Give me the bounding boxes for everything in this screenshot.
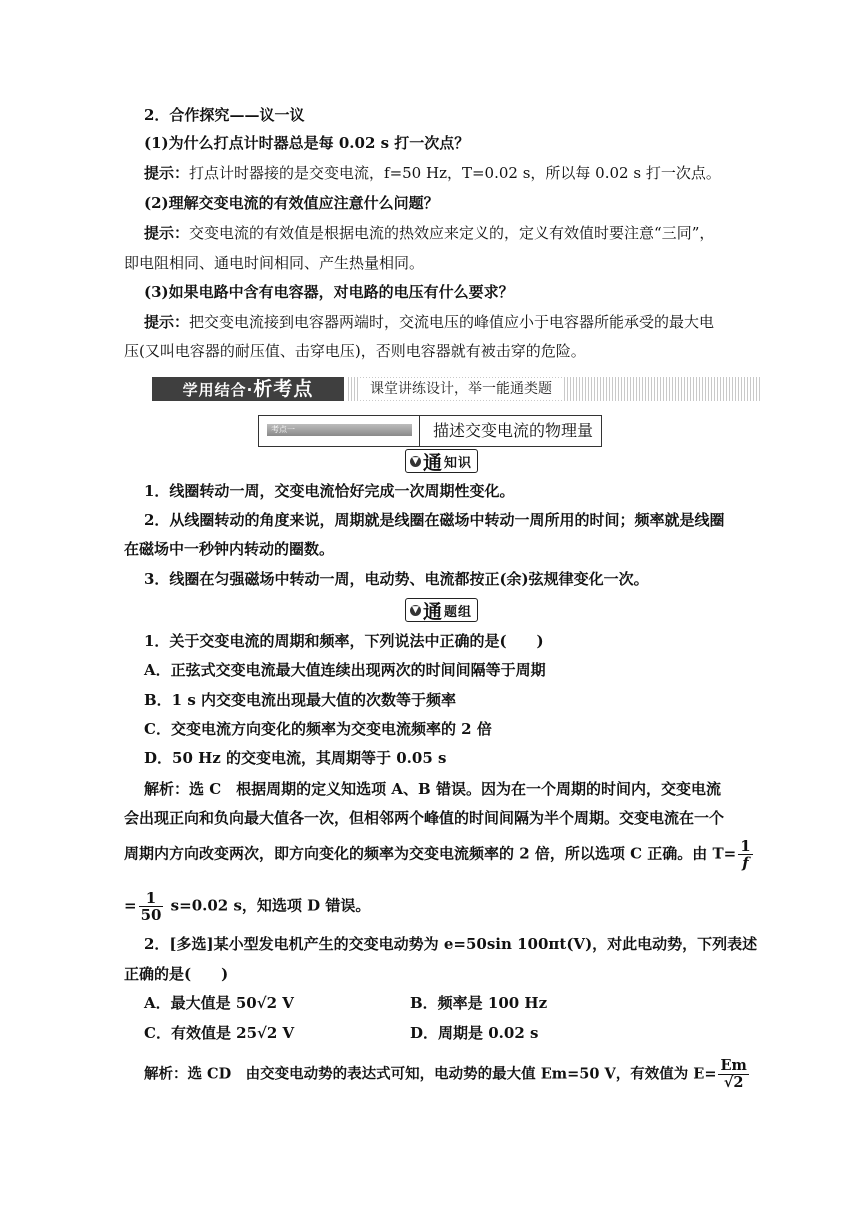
hint-3-cont: 压(又叫电容器的耐压值、击穿电压)，否则电容器就有被击穿的危险。	[124, 342, 586, 360]
section-bar-subtitle: 课堂讲练设计，举一能通类题	[360, 378, 562, 400]
question-3: (3)如果电路中含有电容器，对电路的电压有什么要求？	[144, 283, 514, 301]
problem-1-option-c: C．交变电流方向变化的频率为交变电流频率的 2 倍	[144, 720, 492, 738]
problem-2-stem-cont: 正确的是( )	[124, 965, 229, 983]
fraction: $\frac{1}{f}$	[740, 837, 751, 872]
problem-2-option-c: C．有效值是 25√2 V	[144, 1024, 295, 1042]
solution-text: 选 CD 由交变电动势的表达式可知，电动势的最大值 Em=50 V，有效值为 E=	[187, 1065, 717, 1083]
problem-1-solution	[144, 778, 760, 800]
hint-3	[144, 311, 760, 333]
problem-2-option-d: D．周期是 0.02 s	[410, 1024, 539, 1042]
hint-text: 交变电流的有效值是根据电流的热效应来定义的，定义有效值时要注意“三同”，	[189, 224, 715, 242]
solution-label: 解析：	[144, 1065, 188, 1083]
problem-1-stem: 1．关于交变电流的周期和频率，下列说法中正确的是( )	[144, 632, 544, 650]
knowledge-item: 3．线圈在匀强磁场中转动一周，电动势、电流都按正(余)弦规律变化一次。	[144, 570, 649, 588]
solution-text: 选 C 根据周期的定义知选项 A、B 错误。因为在一个周期的时间内，交变电流	[189, 780, 721, 798]
arrow-icon: ▼	[410, 605, 421, 616]
arrow-icon: ▼	[410, 456, 421, 467]
problem-1-solution-cont: 会出现正向和负向最大值各一次，但相邻两个峰值的时间间隔为半个周期。交变电流在一个	[124, 809, 725, 827]
problem-1-solution-cont: = $\frac{1}{50}$ s=0.02 s，知选项 D 错误。	[124, 889, 371, 924]
knowledge-item: 1．线圈转动一周，交变电流恰好完成一次周期性变化。	[144, 482, 515, 500]
badge-knowledge: ▼ 通 知识	[405, 449, 478, 473]
problem-2-option-b: B．频率是 100 Hz	[410, 994, 548, 1012]
knowledge-item: 2．从线圈转动的角度来说，周期就是线圈在磁场中转动一周所用的时间；频率就是线圈	[144, 511, 725, 529]
kaodian-box	[258, 415, 602, 447]
hint-label: 提示：	[144, 313, 190, 331]
hint-label: 提示：	[144, 164, 190, 182]
fraction: $\frac{1}{50}$	[140, 889, 162, 924]
hint-text: 打点计时器接的是交变电流，f=50 Hz，T=0.02 s，所以每 0.02 s 打一次点。	[189, 164, 721, 182]
problem-1-option-d: D．50 Hz 的交变电流，其周期等于 0.05 s	[144, 749, 447, 767]
hint-2-cont: 即电阻相同、通电时间相同、产生热量相同。	[124, 254, 425, 272]
question-2: (2)理解交变电流的有效值应注意什么问题？	[144, 194, 439, 212]
fraction: $\frac{Em}{√2}$	[720, 1057, 747, 1091]
section-heading: 2．合作探究——议一议	[144, 106, 305, 124]
hint-text: 把交变电流接到电容器两端时，交流电压的峰值应小于电容器所能承受的最大电	[189, 313, 715, 331]
hint-2	[144, 222, 760, 244]
kaodian-divider	[419, 416, 420, 446]
hint-1	[144, 162, 760, 184]
problem-2-stem: 2．[多选]某小型发电机产生的交变电动势为 e=50sin 100πt(V)，对此电动势，下列表述	[144, 935, 758, 953]
kaodian-tag: 考点一	[267, 424, 412, 436]
question-1: (1)为什么打点计时器总是每 0.02 s 打一次点？	[144, 134, 470, 152]
problem-2-option-a: A．最大值是 50√2 V	[144, 994, 294, 1012]
section-bar	[152, 377, 760, 401]
problem-2-solution	[144, 1058, 760, 1091]
solution-label: 解析：	[144, 780, 190, 798]
knowledge-item: 在磁场中一秒钟内转动的圈数。	[124, 540, 335, 558]
problem-1-option-a: A．正弦式交变电流最大值连续出现两次的时间间隔等于周期	[144, 661, 546, 679]
hint-label: 提示：	[144, 224, 190, 242]
badge-problems: ▼ 通 题组	[405, 598, 478, 622]
section-bar-title: 学用结合·析考点	[152, 377, 344, 401]
problem-1-option-b: B．1 s 内交变电流出现最大值的次数等于频率	[144, 691, 457, 709]
problem-1-solution-cont: 周期内方向改变两次，即方向变化的频率为交变电流频率的 2 倍，所以选项 C 正确。由 T= $\frac{1}{f}$	[124, 837, 751, 872]
kaodian-title: 描述交变电流的物理量	[433, 421, 594, 440]
